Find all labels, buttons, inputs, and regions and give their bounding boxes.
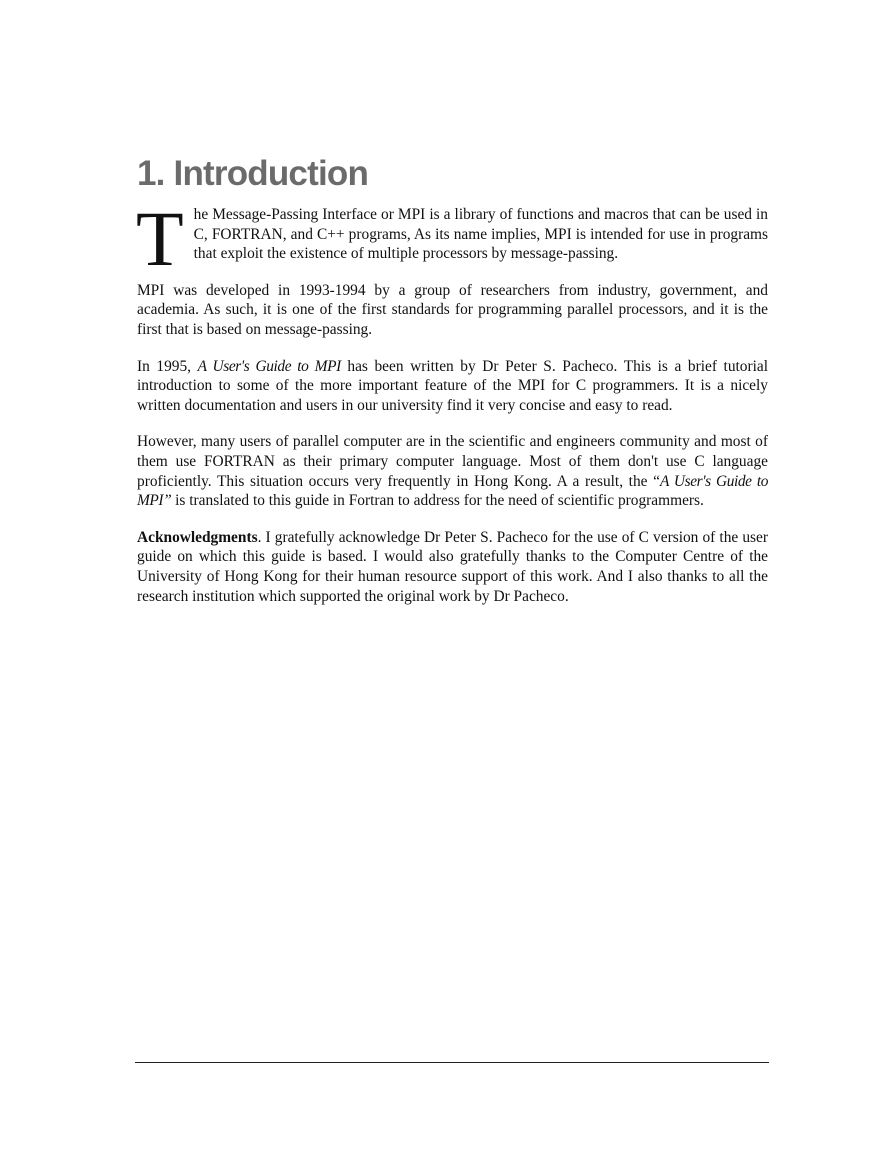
- paragraph-intro-text: he Message-Passing Interface or MPI is a library of functions and macros that can be used in C, FORTRAN, and C++ programs, As its name implies, MPI is intended for use in programs that exploit the existence of multiple processors by message-passing.: [193, 206, 768, 263]
- section-body: [136, 195, 769, 623]
- section-title: 1. Introduction: [137, 154, 369, 193]
- footer-divider: [135, 1062, 769, 1063]
- paragraph-history-text: MPI was developed in 1993-1994 by a group of researchers from industry, government, and academia. As such, it is one of the first standards for programming parallel processors, and it is the first that is based on message-passing.: [137, 281, 768, 338]
- paragraph-fortran-before: However, many users of parallel computer are in the scientific and engineers community and most of them use FORTRAN as their primary computer language. Most of them don't use C language proficiently. This situation occurs very frequently in Hong Kong. A a result, the “: [137, 433, 768, 490]
- drop-cap: T: [136, 195, 184, 282]
- paragraph-acknowledgments: [137, 528, 768, 606]
- paragraph-users-guide-before: In 1995,: [137, 357, 198, 375]
- acknowledgments-text: . I gratefully acknowledge Dr Peter S. Pacheco for the use of C version of the user guide on which this guide is based. I would also gratefully thanks to the Computer Centre of the University of Hong Kong for their human resource support of this work. And I also thanks to all the research institution which supported the original work by Dr Pacheco.: [137, 528, 768, 605]
- paragraph-intro: [136, 195, 768, 282]
- book-title-citation-quoted: A User's Guide to MPI”: [137, 472, 769, 510]
- paragraph-users-guide: [137, 357, 768, 416]
- paragraph-users-guide-after: has been written by Dr Peter S. Pacheco. This is a brief tutorial introduction to some of the more important feature of the MPI for C programmers. It is a nicely written documentation and users in our university find it very concise and easy to read.: [137, 357, 768, 414]
- paragraph-fortran-translation: [137, 432, 768, 510]
- paragraph-fortran-after: is translated to this guide in Fortran to address for the need of scientific programmers.: [171, 492, 704, 510]
- paragraph-history: [137, 281, 768, 340]
- book-title-citation: A User's Guide to MPI: [197, 357, 341, 375]
- acknowledgments-label: Acknowledgments: [137, 528, 258, 546]
